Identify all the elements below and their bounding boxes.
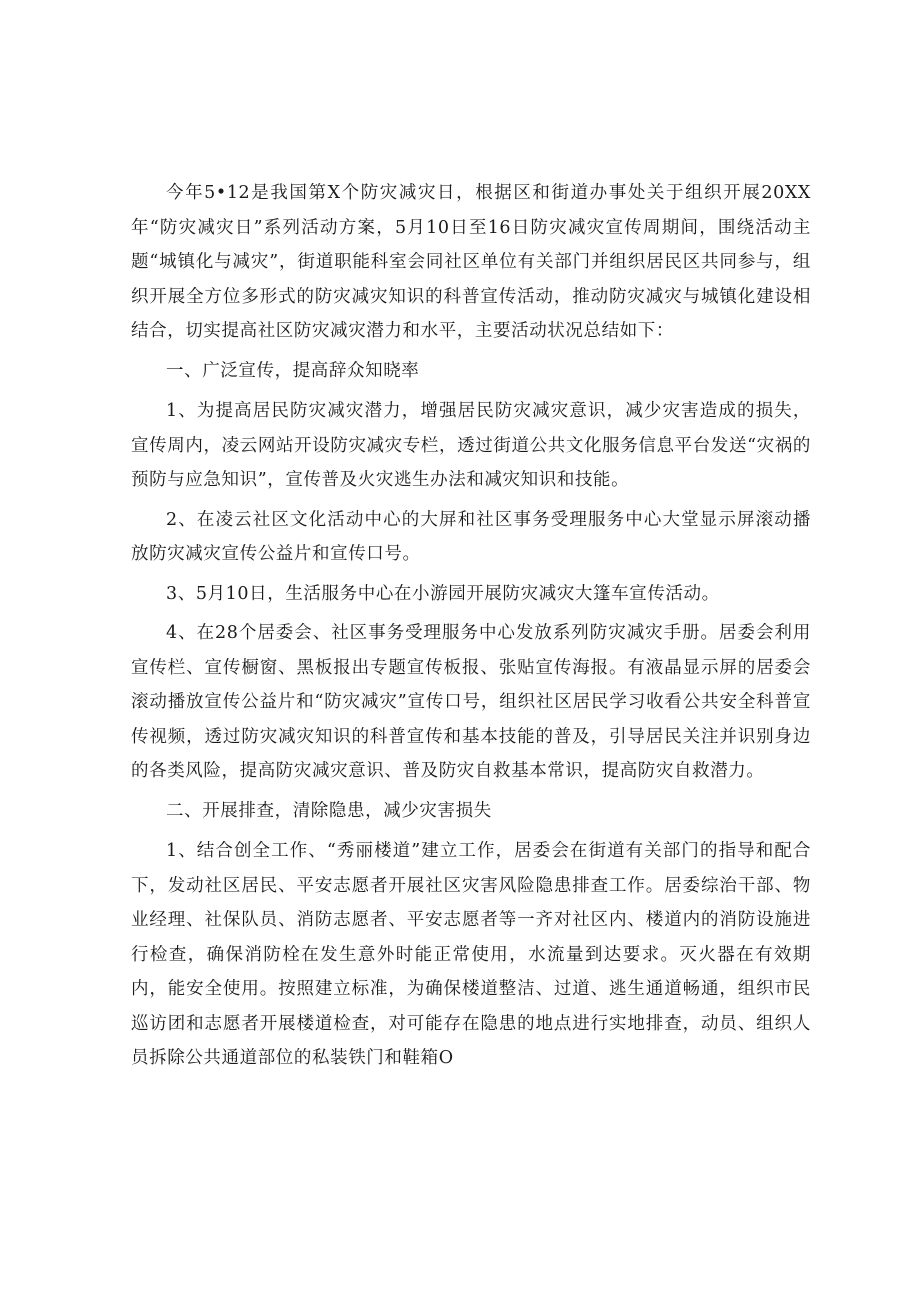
section-1-item-3: 3、5月10日，生活服务中心在小游园开展防灾减灾大篷车宣传活动。 [166, 583, 720, 604]
section-2-item-1: 1、结合创全工作、“秀丽楼道”建立工作，居委会在街道有关部门的指导和配合下，发动社区居民、平安志愿者开展社区灾害风险隐患排查工作。居委综治干部、物业经理、社保队员、消防志愿者、平安志愿者等一齐对社区内、楼道内的消防设施进行检查，确保消防栓在发生意外时能正常使用，水流量到达要求。灭火器在有效期内，能安全使用。按照建立标准，为确保楼道整洁、过道、逃生通道畅通，组织市民巡访团和志愿者开展楼道检查，对可能存在隐患的地点进行实地排查，动员、组织人员拆除公共通道部位的私装铁门和鞋箱O [131, 841, 811, 1068]
section-1-item-4: 4、在28个居委会、社区事务受理服务中心发放系列防灾减灾手册。居委会利用宣传栏、宣传橱窗、黑板报出专题宣传板报、张贴宣传海报。有液晶显示屏的居委会滚动播放宣传公益片和“防灾减灾”宣传口号，组织社区居民学习收看公共安全科普宣传视频，透过防灾减灾知识的科普宣传和基本技能的普及，引导居民关注并识别身边的各类风险，提高防灾减灾意识、普及防灾自救基本常识，提高防灾自救潜力。 [131, 623, 811, 781]
section-1-item-2: 2、在凌云社区文化活动中心的大屏和社区事务受理服务中心大堂显示屏滚动播放防灾减灾宣传公益片和宣传口号。 [131, 509, 811, 564]
section-2-heading: 二、开展排查，清除隐患，减少灾害损失 [166, 800, 492, 821]
section-1-item-1: 1、为提高居民防灾减灾潜力，增强居民防灾减灾意识，减少灾害造成的损失，宣传周内，凌云网站开设防灾减灾专栏，透过街道公共文化服务信息平台发送“灾祸的预防与应急知识”，宣传普及火灾逃生办法和减灾知识和技能。 [131, 401, 811, 490]
document-body [131, 176, 811, 1081]
section-1-heading: 一、广泛宣传，提高辞众知晓率 [166, 360, 420, 381]
intro-paragraph: 今年5•12是我国第X个防灾减灾日，根据区和街道办事处关于组织开展20XX年“防灾减灾日”系列活动方案，5月10日至16日防灾减灾宣传周期间，围绕活动主题“城镇化与减灾”，街道职能科室会同社区单位有关部门并组织居民区共同参与，组织开展全方位多形式的防灾减灾知识的科普宣传活动，推动防灾减灾与城镇化建设相结合，切实提高社区防灾减灾潜力和水平，主要活动状况总结如下： [131, 183, 811, 341]
